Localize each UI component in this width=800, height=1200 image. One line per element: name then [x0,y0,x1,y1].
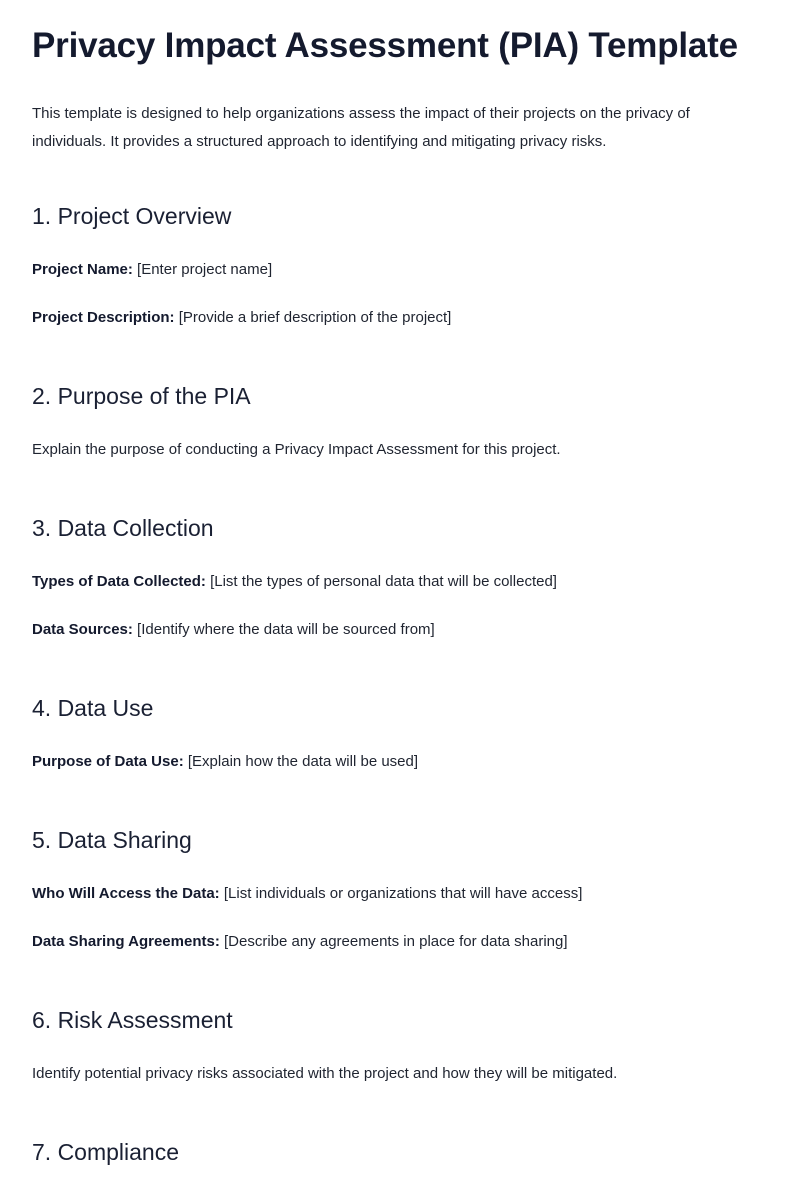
field-label: Types of Data Collected: [32,573,206,590]
field-label: Purpose of Data Use: [32,753,184,770]
field-placeholder: [Describe any agreements in place for data sharing] [224,933,568,950]
section-data-collection [32,513,768,640]
intro-paragraph: This template is designed to help organizations assess the impact of their projects on the privacy of individuals. It provides a structured approach to identifying and mitigating privacy risks. [32,105,690,150]
section-heading: 4. Data Use [32,695,154,721]
field-label: Who Will Access the Data: [32,885,220,902]
field-who-will-access [32,884,768,904]
section-data-sharing [32,825,768,952]
section-data-use [32,693,768,772]
field-placeholder: [List the types of personal data that will be collected] [210,573,557,590]
field-placeholder: [List individuals or organizations that will have access] [223,885,583,902]
field-data-sharing-agreements [32,932,768,952]
section-heading: 5. Data Sharing [32,827,192,853]
page-title: Privacy Impact Assessment (PIA) Template [32,26,738,65]
section-paragraph: Identify potential privacy risks associated with the project and how they will be mitigated. [32,1065,618,1082]
section-heading: 1. Project Overview [32,203,232,229]
field-types-of-data [32,572,768,592]
section-heading: 3. Data Collection [32,515,214,541]
field-placeholder: [Provide a brief description of the project] [178,309,452,326]
section-purpose [32,381,768,460]
field-project-name [32,260,768,280]
section-heading: 7. Compliance [32,1139,180,1165]
field-label: Data Sources: [32,621,133,638]
field-project-description [32,308,768,328]
field-placeholder: [Explain how the data will be used] [187,753,419,770]
field-data-sources [32,620,768,640]
section-heading: 6. Risk Assessment [32,1007,233,1033]
section-risk-assessment [32,1005,768,1084]
section-heading: 2. Purpose of the PIA [32,383,251,409]
field-label: Project Description: [32,309,175,326]
section-paragraph: Explain the purpose of conducting a Privacy Impact Assessment for this project. [32,441,561,458]
field-label: Data Sharing Agreements: [32,933,220,950]
section-compliance [32,1137,768,1167]
field-placeholder: [Enter project name] [137,261,273,278]
field-purpose-of-data-use [32,752,768,772]
section-project-overview [32,201,768,328]
field-label: Project Name: [32,261,133,278]
field-placeholder: [Identify where the data will be sourced from] [137,621,435,638]
